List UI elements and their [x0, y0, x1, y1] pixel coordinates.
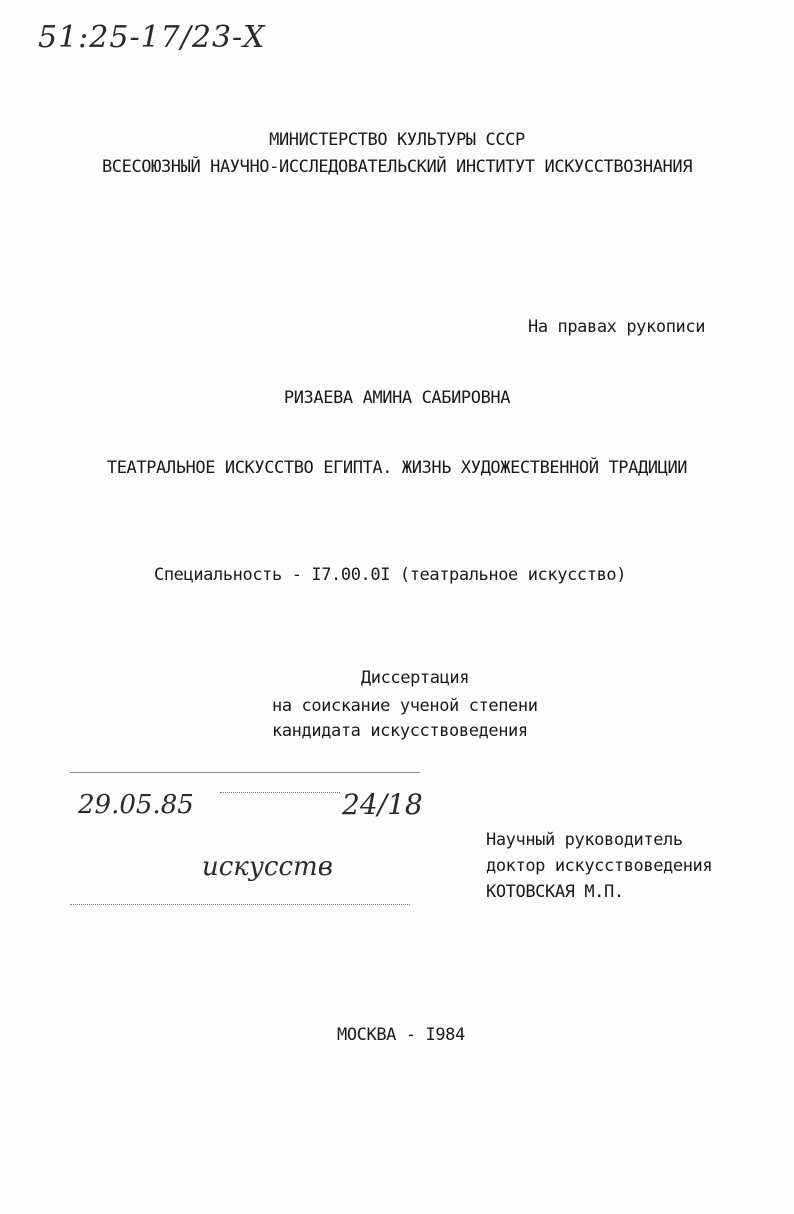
author-name: РИЗАЕВА АМИНА САБИРОВНА: [283, 388, 511, 408]
stamp-bottom-rule: [70, 904, 410, 905]
city-year: МОСКВА - I984: [337, 1025, 465, 1045]
ministry-line: МИНИСТЕРСТВО КУЛЬТУРЫ СССР: [269, 130, 525, 150]
specialty-line: Специальность - I7.00.0I (театральное искусство): [154, 565, 627, 585]
supervisor-degree: доктор искусствоведения: [486, 856, 713, 876]
stamp-word: искусств: [202, 852, 333, 882]
degree-line-1: Диссертация: [360, 668, 470, 688]
archive-note: 51:25-17/23-Х: [38, 20, 266, 55]
library-stamp: [70, 762, 430, 922]
supervisor-name: КОТОВСКАЯ М.П.: [486, 882, 624, 902]
rights-note: На правах рукописи: [528, 317, 706, 337]
stamp-mid-rule: [220, 792, 340, 793]
stamp-top-rule: [70, 772, 420, 773]
institute-line: ВСЕСОЮЗНЫЙ НАУЧНО-ИССЛЕДОВАТЕЛЬСКИЙ ИНСТИТУТ ИСКУССТВОЗНАНИЯ: [101, 157, 693, 177]
supervisor-role: Научный руководитель: [486, 830, 683, 850]
dissertation-title: ТЕАТРАЛЬНОЕ ИСКУССТВО ЕГИПТА. ЖИЗНЬ ХУДОЖЕСТВЕННОЙ ТРАДИЦИИ: [106, 458, 688, 478]
stamp-date: 29.05.85: [78, 790, 194, 820]
degree-line-2: на соискание ученой степени: [272, 696, 538, 716]
stamp-number: 24/18: [342, 788, 423, 821]
degree-line-3: кандидата искусствоведения: [272, 721, 528, 741]
